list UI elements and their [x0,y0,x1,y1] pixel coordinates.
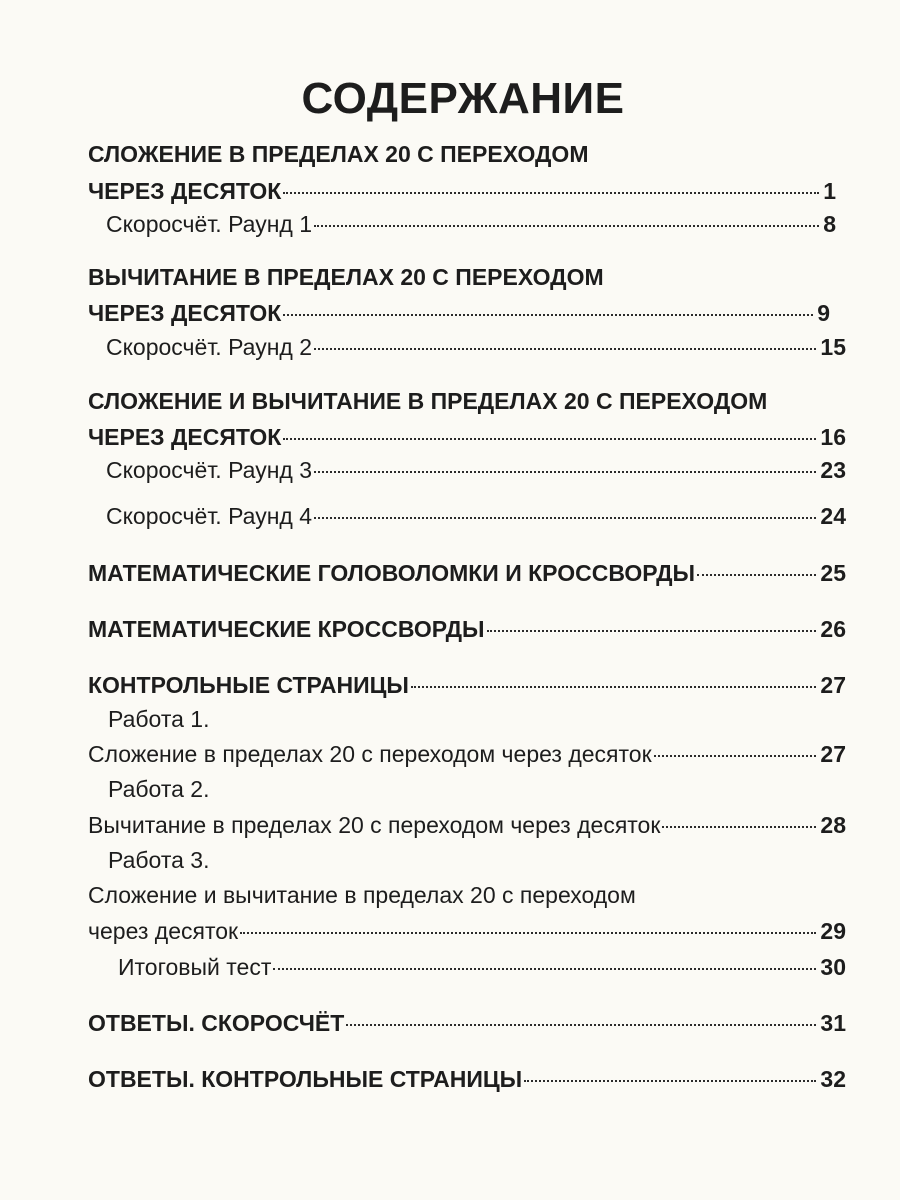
work-label-2: Работа 2. [108,776,210,802]
toc-entry-text: Скоросчёт. Раунд 2 [106,334,313,360]
page-title: СОДЕРЖАНИЕ [301,74,625,123]
toc-page-number: 23 [820,457,846,483]
toc-page-number: 26 [820,616,846,642]
toc-entry-text: Сложение в пределах 20 с переходом через десяток [88,741,652,767]
toc-page-number: 25 [820,560,846,586]
toc-page-number: 15 [820,334,846,360]
dot-leader [283,437,816,440]
toc-page-number: 27 [820,741,846,767]
toc-entry-round-2[interactable] [106,330,846,364]
toc-entry-crosswords[interactable] [88,612,846,646]
toc-entry-control-pages[interactable] [88,668,846,702]
dot-leader [314,224,819,227]
dot-leader [283,191,819,194]
toc-page-number: 31 [820,1010,846,1036]
toc-page-number: 30 [820,954,846,980]
toc-entry-addition[interactable] [88,174,836,208]
toc-entry-text: МАТЕМАТИЧЕСКИЕ КРОССВОРДЫ [88,616,485,642]
toc-page-number: 8 [823,211,836,237]
toc-page-number: 27 [820,672,846,698]
toc-entry-work-1[interactable] [88,737,846,771]
toc-page-number: 16 [820,424,846,450]
toc-page-number: 28 [820,812,846,838]
toc-entry-text: Скоросчёт. Раунд 3 [106,457,313,483]
toc-page-number: 1 [823,178,836,204]
toc-entry-text: ЧЕРЕЗ ДЕСЯТОК [88,178,282,204]
toc-entry-text: МАТЕМАТИЧЕСКИЕ ГОЛОВОЛОМКИ И КРОССВОРДЫ [88,560,696,586]
dot-leader [346,1023,816,1026]
toc-entry-text: Вычитание в пределах 20 с переходом через десяток [88,812,661,838]
toc-entry-text: ОТВЕТЫ. СКОРОСЧЁТ [88,1010,345,1036]
toc-entry-answers-control[interactable] [88,1062,846,1096]
toc-page-number: 24 [820,503,846,529]
dot-leader [314,347,816,350]
toc-page-number: 29 [820,918,846,944]
toc-entry-text: Скоросчёт. Раунд 1 [106,211,313,237]
dot-leader [273,967,816,970]
dot-leader [411,685,816,688]
dot-leader [240,931,816,934]
toc-entry-text: Скоросчёт. Раунд 4 [106,503,313,529]
toc-entry-work-2[interactable] [88,808,846,842]
dot-leader [524,1079,816,1082]
dot-leader [662,825,816,828]
toc-entry-subtraction[interactable] [88,296,830,330]
toc-entry-text: КОНТРОЛЬНЫЕ СТРАНИЦЫ [88,672,409,698]
toc-entry-work-3[interactable] [88,914,846,948]
work-label-3: Работа 3. [108,847,210,873]
dot-leader [654,754,817,757]
toc-entry-round-4[interactable] [106,499,846,533]
toc-entry-add-subtract[interactable] [88,420,846,454]
section-heading-add-subtract: СЛОЖЕНИЕ И ВЫЧИТАНИЕ В ПРЕДЕЛАХ 20 С ПЕРЕХОДОМ [88,388,768,414]
work-3-heading: Сложение и вычитание в пределах 20 с переходом [88,882,636,908]
toc-entry-round-1[interactable] [106,207,836,241]
toc-page-number: 32 [820,1066,846,1092]
toc-entry-text: ОТВЕТЫ. КОНТРОЛЬНЫЕ СТРАНИЦЫ [88,1066,523,1092]
toc-entry-answers-speed[interactable] [88,1006,846,1040]
toc-entry-round-3[interactable] [106,453,846,487]
work-label-1: Работа 1. [108,706,210,732]
toc-entry-text: через десяток [88,918,239,944]
dot-leader [314,516,816,519]
toc-entry-text: Итоговый тест [118,954,272,980]
toc-entry-text: ЧЕРЕЗ ДЕСЯТОК [88,300,282,326]
dot-leader [314,470,816,473]
toc-entry-text: ЧЕРЕЗ ДЕСЯТОК [88,424,282,450]
toc-entry-final-test[interactable] [118,950,846,984]
dot-leader [697,573,816,576]
section-heading-addition: СЛОЖЕНИЕ В ПРЕДЕЛАХ 20 С ПЕРЕХОДОМ [88,141,589,167]
dot-leader [283,313,813,316]
toc-entry-puzzles[interactable] [88,556,846,590]
section-heading-subtraction: ВЫЧИТАНИЕ В ПРЕДЕЛАХ 20 С ПЕРЕХОДОМ [88,264,604,290]
toc-page-number: 9 [817,300,830,326]
dot-leader [487,629,817,632]
